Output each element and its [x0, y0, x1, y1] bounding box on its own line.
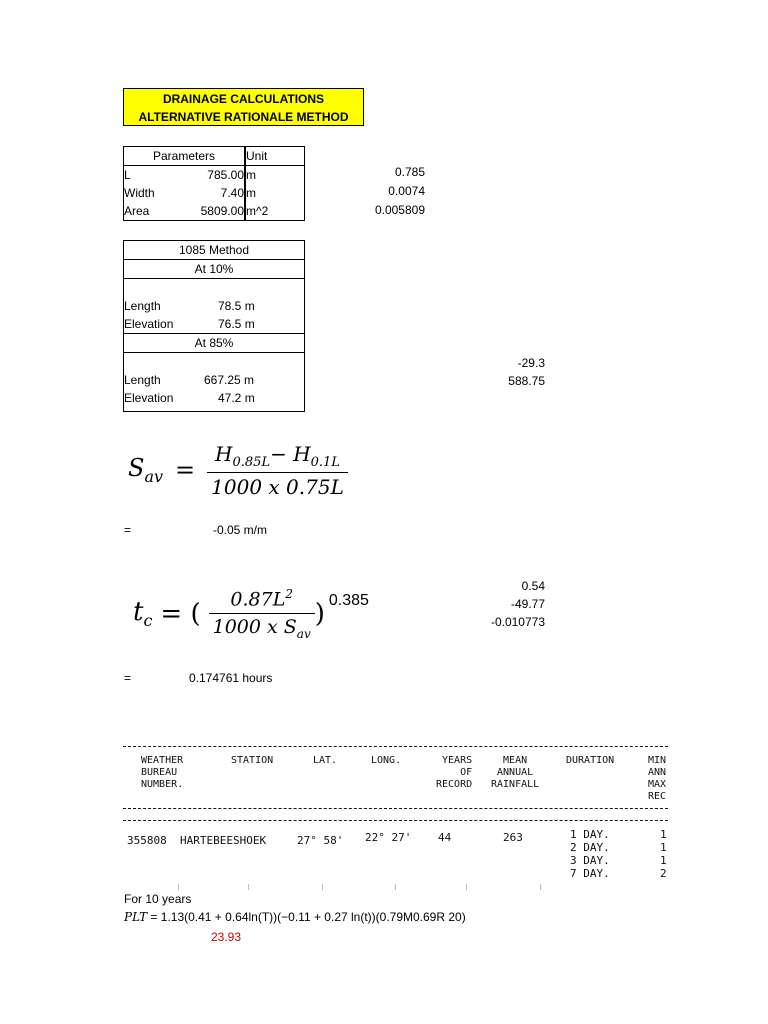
- side-value: 0.005809: [374, 203, 425, 217]
- table-rule-top: [123, 746, 668, 747]
- grid-tick: [466, 884, 467, 890]
- side-value: 0.785: [394, 165, 425, 179]
- header-rainfall: MEAN ANNUAL RAINFALL: [491, 755, 540, 790]
- title-box: [123, 88, 364, 126]
- plt-value: 23.93: [211, 930, 242, 944]
- header-duration: DURATION: [566, 755, 615, 766]
- side-value: -49.77: [510, 597, 545, 611]
- station-lat: 27° 58': [297, 834, 344, 847]
- sav-result: -0.05 m/m: [213, 523, 268, 537]
- station-number: 355808: [127, 834, 167, 847]
- param-name: Area: [124, 204, 150, 218]
- sav-formula: $S_{av}$ = $\frac{H_{0.85L}- H_{0.1L}}{1000 x 0.75L}$: [128, 440, 348, 500]
- station-long: 22° 27': [365, 831, 412, 844]
- param-value: 785.00: [172, 166, 245, 185]
- method-1085-table: [123, 240, 305, 412]
- plt-formula: [124, 910, 466, 924]
- sav-numerator: $H_{0.85L}- H_{0.1L}$: [207, 442, 348, 473]
- header-station: STATION: [231, 755, 274, 766]
- length-85-value: 667.25 m: [204, 373, 255, 387]
- header-weather: WEATHER BUREAU NUMBER.: [141, 755, 184, 790]
- length-10-label: Length: [124, 299, 161, 313]
- elev-85-row: [124, 389, 304, 407]
- grid-tick: [178, 884, 179, 890]
- table-rule-mid: [123, 808, 668, 809]
- tc-lhs: $t_c$: [133, 597, 153, 631]
- tc-fraction: [209, 587, 315, 640]
- header-min: MIN ANN MAX REC: [648, 755, 667, 802]
- station-rainfall: 263: [503, 831, 523, 844]
- table-rule-mid-2: [123, 820, 668, 821]
- tc-exponent: 0.385: [328, 592, 369, 609]
- station-years: 44: [438, 831, 452, 844]
- sav-denominator: 1000 x 0.75L: [211, 474, 344, 499]
- title-line-1: DRAINAGE CALCULATIONS: [162, 92, 325, 106]
- param-unit: m: [246, 186, 256, 200]
- plt-label: PLT: [124, 910, 148, 924]
- tc-result: 0.174761 hours: [189, 671, 273, 685]
- equals-sign: =: [124, 671, 132, 685]
- header-lat: LAT.: [313, 755, 338, 766]
- duration-list: 1 DAY. 2 DAY. 3 DAY. 7 DAY.: [570, 828, 610, 880]
- at-85-label: At 85%: [124, 334, 304, 353]
- length-85-row: [124, 371, 304, 389]
- plt-expression: = 1.13(0.41 + 0.64ln(T))(−0.11 + 0.27 ln(t))(0.79M0.69R 20): [150, 910, 466, 924]
- sav-lhs: $S_{av}$: [128, 454, 164, 486]
- tc-numerator: $0.87L^2$: [209, 587, 315, 613]
- side-value: 0.0074: [388, 184, 425, 198]
- side-value: 588.75: [508, 374, 545, 388]
- parameters-table: [123, 146, 305, 221]
- method-title: 1085 Method: [124, 241, 304, 260]
- tc-denominator: 1000 x $S_{av}$: [212, 615, 311, 641]
- elev-10-row: [124, 315, 304, 334]
- elev-85-value: 47.2 m: [218, 391, 255, 405]
- elev-10-label: Elevation: [124, 317, 174, 331]
- min-list: 1 1 1 2: [660, 828, 667, 880]
- length-10-value: 78.5 m: [218, 299, 255, 313]
- grid-tick: [322, 884, 323, 890]
- param-unit: m^2: [246, 204, 269, 218]
- title-line-2: ALTERNATIVE RATIONALE METHOD: [138, 110, 349, 124]
- header-years: YEARS OF RECORD: [436, 755, 473, 790]
- side-value: -0.010773: [490, 615, 545, 629]
- side-value: 0.54: [521, 579, 545, 593]
- length-10-row: [124, 297, 304, 315]
- param-name: Width: [124, 186, 155, 200]
- for-years-label: For 10 years: [124, 892, 192, 906]
- header-long: LONG.: [371, 755, 402, 766]
- parameters-header: Parameters: [124, 147, 246, 166]
- param-value: 5809.00: [172, 202, 245, 221]
- grid-tick: [395, 884, 396, 890]
- param-value: 7.40: [172, 184, 245, 202]
- elev-10-value: 76.5 m: [218, 317, 255, 331]
- tc-formula: $t_c$ = ( $\frac{0.87L^2}{1000 x S_{av}}$ ) 0.385: [133, 587, 369, 641]
- sav-fraction: [207, 442, 348, 499]
- param-unit: m: [246, 168, 256, 182]
- param-name: L: [124, 168, 131, 182]
- length-85-label: Length: [124, 373, 161, 387]
- at-10-label: At 10%: [124, 260, 304, 279]
- grid-tick: [540, 884, 541, 890]
- station-name: HARTEBEESHOEK: [180, 834, 267, 847]
- equals-sign: =: [124, 523, 132, 537]
- side-value: -29.3: [517, 356, 545, 370]
- unit-header: Unit: [245, 147, 305, 166]
- grid-tick: [248, 884, 249, 890]
- elev-85-label: Elevation: [124, 391, 174, 405]
